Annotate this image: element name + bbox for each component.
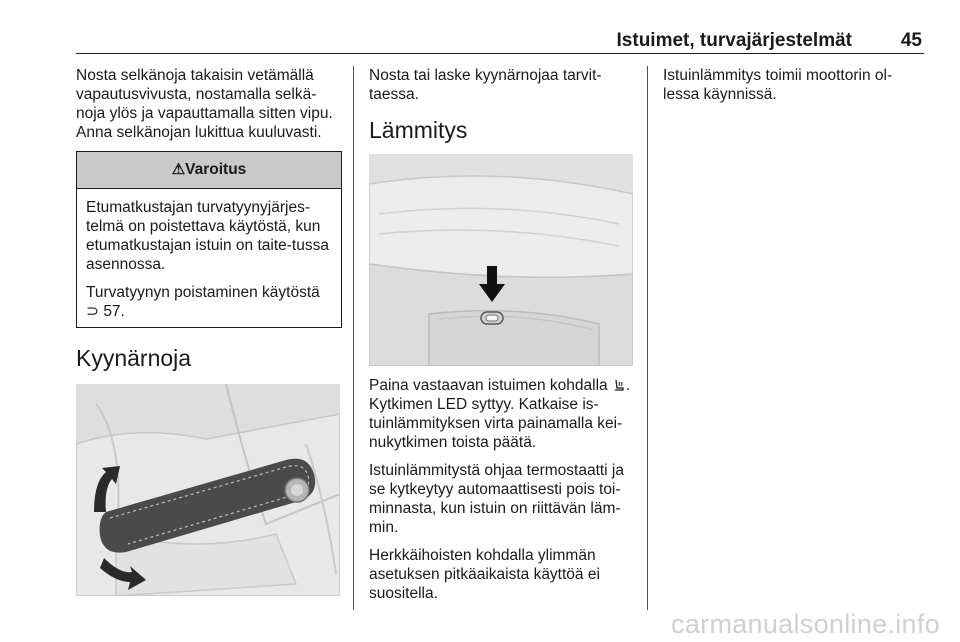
column-2 bbox=[369, 66, 637, 612]
armrest-figure bbox=[76, 384, 340, 596]
column-divider bbox=[353, 66, 354, 610]
warning-reference-text: Turvatyynyn poistaminen käytöstä bbox=[86, 284, 320, 301]
page-reference-arrow-icon: ⊃ bbox=[86, 303, 99, 320]
warning-body bbox=[77, 189, 341, 327]
watermark: carmanualsonline.info bbox=[671, 609, 940, 639]
sensitive-skin-paragraph: Herkkäihoisten kohdalla ylimmän asetuksen pitkäaikaista käyttöä ei suositella. bbox=[369, 547, 600, 602]
heating-instructions-end: . Kytkimen LED syttyy. Katkaise is-tuinlämmityksen virta painamalla kei-nukytkimen toista päätä. bbox=[369, 377, 631, 451]
page-header-title: Istuimet, turvajärjestelmät bbox=[616, 30, 852, 51]
heating-instructions bbox=[369, 376, 637, 452]
section-heading-armrest: Kyynärnoja bbox=[76, 345, 192, 371]
warning-header bbox=[77, 152, 341, 189]
column-3 bbox=[663, 66, 923, 113]
column-divider bbox=[647, 66, 648, 610]
page-reference-link[interactable]: 57. bbox=[103, 303, 125, 320]
header-rule bbox=[76, 53, 924, 54]
armrest-illustration bbox=[76, 384, 340, 596]
engine-running-note: Istuinlämmitys toimii moottorin ol-lessa käynnissä. bbox=[663, 67, 893, 103]
warning-reference bbox=[86, 283, 333, 321]
seat-heating-illustration bbox=[369, 154, 633, 366]
seat-heating-figure bbox=[369, 154, 633, 366]
armrest-instructions: Nosta tai laske kyynärnojaa tarvit-taessa. bbox=[369, 67, 602, 103]
warning-box bbox=[76, 151, 342, 328]
section-heading-heating: Lämmitys bbox=[369, 117, 468, 143]
warning-triangle-icon: ⚠ bbox=[171, 161, 186, 178]
page-number: 45 bbox=[900, 30, 922, 51]
heating-instructions-start: Paina vastaavan istuimen kohdalla bbox=[369, 377, 608, 394]
warning-paragraph: Etumatkustajan turvatyynyjärjes-telmä on poistettava käytöstä, kun etumatkustajan istuin on taite-tussa asennossa. bbox=[86, 199, 329, 273]
column-1 bbox=[76, 66, 342, 596]
thermostat-paragraph: Istuinlämmitystä ohjaa termostaatti ja se kytkeytyy automaattisesti pois toi-minnasta, kun istuin on riittävän läm-min. bbox=[369, 462, 624, 536]
warning-title: Varoitus bbox=[185, 161, 247, 178]
backrest-instructions: Nosta selkänoja takaisin vetämällä vapautusvivusta, nostamalla selkä-noja ylös ja vapauttamalla sitten vipu. Anna selkänojan lukittua kuuluvasti. bbox=[76, 67, 333, 141]
seat-heating-icon bbox=[612, 377, 626, 394]
